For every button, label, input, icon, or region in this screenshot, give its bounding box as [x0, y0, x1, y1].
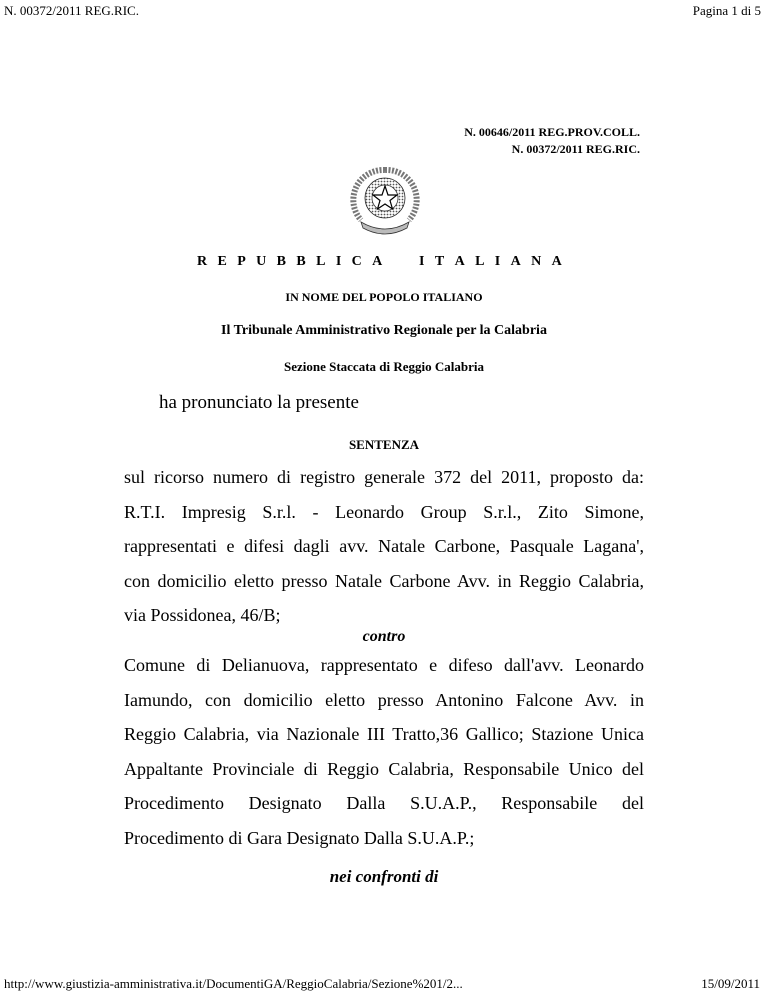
paragraph-line: via Possidonea, 46/B;: [124, 605, 281, 625]
paragraph-line: rappresentati e difesi dagli avv. Natale Carbone, Pasquale Lagana',: [124, 536, 644, 556]
paragraph-line: Procedimento Designato Dalla S.U.A.P., Responsabile del: [124, 793, 644, 813]
paragraph-line: Procedimento di Gara Designato Dalla S.U.A.P.;: [124, 827, 475, 848]
case-references: [464, 124, 640, 158]
paragraph-line: Reggio Calabria, via Nazionale III Tratto,36 Gallico; Stazione Unica: [124, 724, 644, 744]
footer-date: 15/09/2011: [701, 976, 760, 991]
judgment-title: SENTENZA: [348, 437, 420, 452]
respondents-paragraph: [124, 648, 644, 855]
paragraph-line: Appaltante Provinciale di Reggio Calabria, Responsabile Unico del: [124, 758, 644, 779]
republic-heading: R E P U B B L I C A I T A L I A N A: [197, 254, 562, 269]
section-heading: Sezione Staccata di Reggio Calabria: [283, 359, 485, 374]
paragraph-line: sul ricorso numero di registro generale 372 del 2011, proposto da:: [124, 467, 644, 487]
reference-prov-coll: N. 00646/2011 REG.PROV.COLL.: [464, 125, 640, 139]
reference-reg-ric: N. 00372/2011 REG.RIC.: [511, 142, 640, 156]
paragraph-line: Iamundo, con domicilio eletto presso Antonino Falcone Avv. in: [124, 689, 644, 710]
header-page-number: Pagina 1 di 5: [692, 3, 761, 18]
pronounced-line: ha pronunciato la presente: [159, 392, 359, 413]
against-heading: contro: [362, 628, 406, 645]
counterparty-heading: nei confronti di: [329, 867, 439, 886]
tribunal-heading: Il Tribunale Amministrativo Regionale per la Calabria: [221, 323, 547, 338]
italian-republic-emblem-icon: [347, 162, 423, 238]
footer-url-link[interactable]: http://www.giustizia-amministrativa.it/DocumentiGA/ReggioCalabria/Sezione%201/2...: [4, 976, 463, 991]
appeal-paragraph: [124, 460, 644, 633]
in-the-name-heading: IN NOME DEL POPOLO ITALIANO: [285, 290, 483, 304]
header-case-number: N. 00372/2011 REG.RIC.: [4, 3, 139, 18]
paragraph-line: Comune di Delianuova, rappresentato e difeso dall'avv. Leonardo: [124, 655, 644, 675]
paragraph-line: R.T.I. Impresig S.r.l. - Leonardo Group S.r.l., Zito Simone,: [124, 501, 644, 522]
paragraph-line: con domicilio eletto presso Natale Carbone Avv. in Reggio Calabria,: [124, 570, 644, 591]
